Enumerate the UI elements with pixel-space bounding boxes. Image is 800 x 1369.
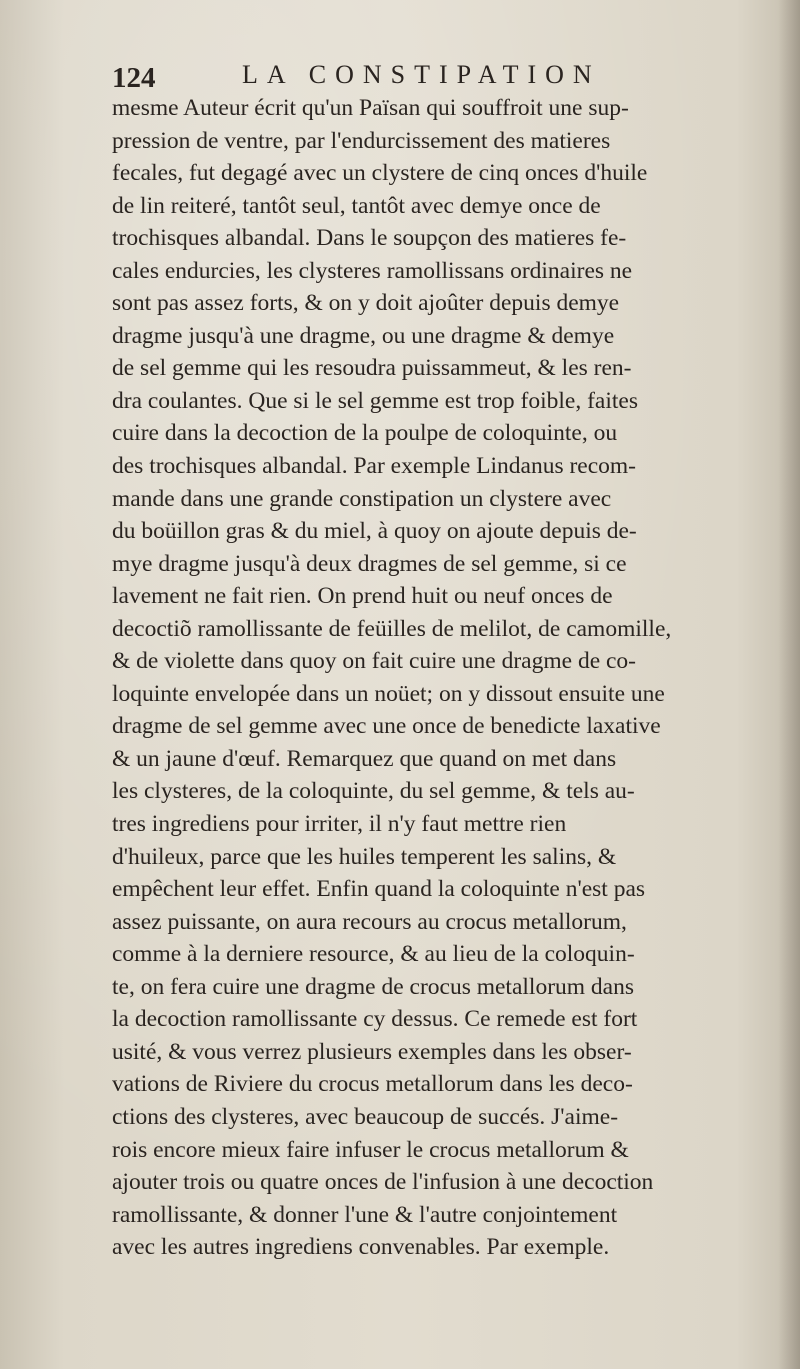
text-line: fecales, fut degagé avec un clystere de cinq onces d'huile: [112, 160, 648, 187]
text-line: mye dragme jusqu'à deux dragmes de sel gemme, si ce: [112, 550, 627, 577]
text-line: cales endurcies, les clysteres ramollissans ordinaires ne: [112, 257, 633, 284]
text-line: te, on fera cuire une dragme de crocus metallorum dans: [112, 973, 635, 1000]
text-line: du boüillon gras & du miel, à quoy on ajoute depuis de-: [112, 518, 637, 545]
text-line: avec les autres ingrediens convenables. Par exemple.: [112, 1234, 610, 1261]
text-line: assez puissante, on aura recours au crocus metallorum,: [112, 908, 627, 935]
text-line: cuire dans la decoction de la poulpe de coloquinte, ou: [112, 420, 618, 447]
text-line: decoctiõ ramollissante de feüilles de melilot, de camomille,: [112, 615, 672, 642]
text-line: empêchent leur effet. Enfin quand la coloquinte n'est pas: [112, 876, 646, 903]
text-line: mande dans une grande constipation un clystere avec: [112, 485, 612, 512]
text-line: loquinte envelopée dans un noüet; on y dissout ensuite une: [112, 680, 665, 707]
text-line: dra coulantes. Que si le sel gemme est trop foible, faites: [112, 387, 638, 414]
text-line: vations de Riviere du crocus metallorum dans les deco-: [112, 1071, 633, 1098]
text-line: tres ingrediens pour irriter, il n'y faut mettre rien: [112, 811, 567, 838]
text-line: la decoction ramollissante cy dessus. Ce remede est fort: [112, 1006, 638, 1033]
text-line: rois encore mieux faire infuser le crocus metallorum &: [112, 1136, 629, 1163]
text-line: dragme de sel gemme avec une once de benedicte laxative: [112, 713, 661, 740]
text-line: de sel gemme qui les resoudra puissammeut, & les ren-: [112, 355, 632, 382]
page-number: 124: [112, 62, 156, 94]
text-line: & de violette dans quoy on fait cuire une dragme de co-: [112, 648, 636, 675]
text-line: trochisques albandal. Dans le soupçon des matieres fe-: [112, 225, 627, 252]
body-text: [112, 92, 772, 1264]
text-line: usité, & vous verrez plusieurs exemples dans les obser-: [112, 1038, 632, 1065]
page-gutter-shadow: [778, 0, 800, 1369]
text-line: dragme jusqu'à une dragme, ou une dragme & demye: [112, 322, 615, 349]
text-line: des trochisques albandal. Par exemple Lindanus recom-: [112, 453, 637, 480]
text-line: ajouter trois ou quatre onces de l'infusion à une decoction: [112, 1169, 654, 1196]
text-line: & un jaune d'œuf. Remarquez que quand on met dans: [112, 745, 617, 772]
text-line: les clysteres, de la coloquinte, du sel gemme, & tels au-: [112, 778, 635, 805]
text-line: pression de ventre, par l'endurcissement des matieres: [112, 127, 611, 154]
running-title: LA CONSTIPATION: [242, 60, 601, 89]
text-line: de lin reiteré, tantôt seul, tantôt avec demye once de: [112, 192, 601, 219]
text-line: lavement ne fait rien. On prend huit ou neuf onces de: [112, 583, 613, 610]
text-line: ctions des clysteres, avec beaucoup de succés. J'aime-: [112, 1103, 619, 1130]
text-line: comme à la derniere resource, & au lieu de la coloquin-: [112, 941, 635, 968]
text-line: sont pas assez forts, & on y doit ajoûter depuis demye: [112, 290, 620, 317]
text-line: ramollissante, & donner l'une & l'autre conjointement: [112, 1201, 618, 1228]
text-line: d'huileux, parce que les huiles temperent les salins, &: [112, 843, 617, 870]
text-line: mesme Auteur écrit qu'un Païsan qui souffroit une sup-: [112, 95, 629, 121]
